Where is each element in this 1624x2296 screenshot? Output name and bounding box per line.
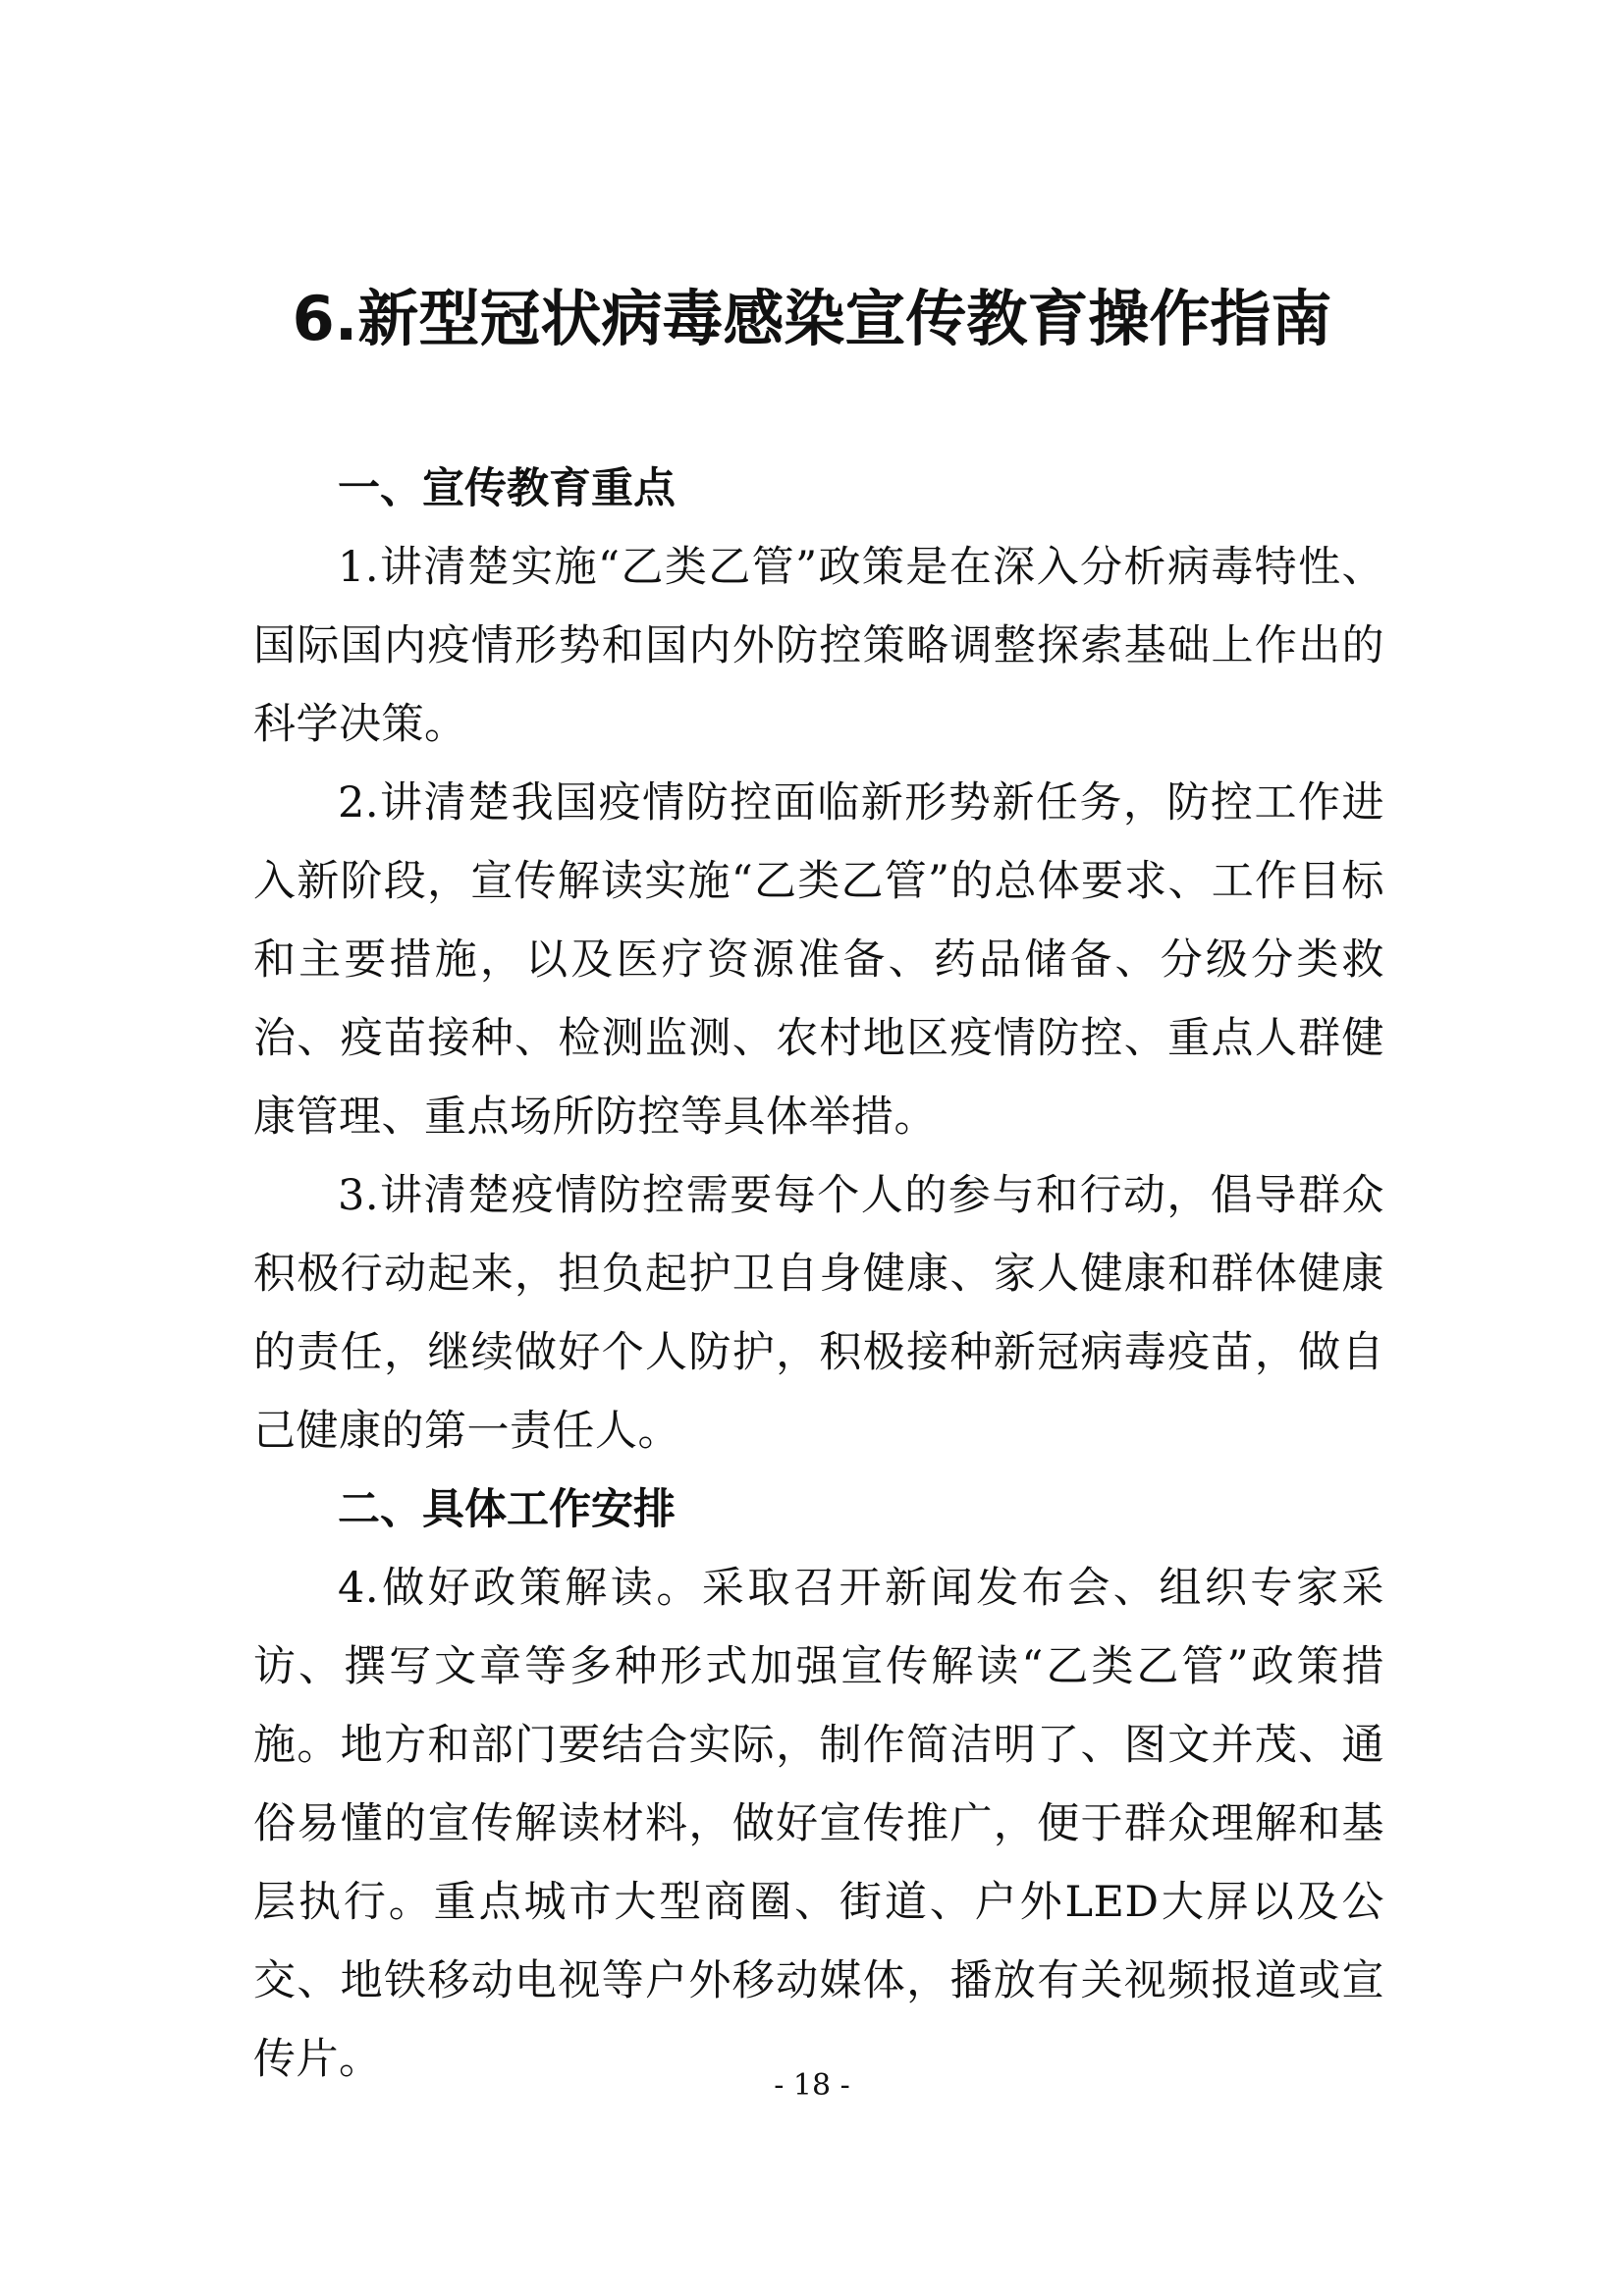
section-2: [253, 1470, 1384, 2099]
document-body: [253, 450, 1384, 2099]
section-heading: 一、宣传教育重点: [338, 464, 676, 513]
paragraph-4: 4.做好政策解读。采取召开新闻发布会、组织专家采访、撰写文章等多种形式加强宣传解读“乙类乙管”政策措施。地方和部门要结合实际，制作简洁明了、图文并茂、通俗易懂的宣传解读材料，做好宣传推广，便于群众理解和基层执行。重点城市大型商圈、街道、户外LED大屏以及公交、地铁移动电视等户外移动媒体，播放有关视频报道或宣传片。: [253, 1564, 1384, 2084]
section-1: [253, 450, 1384, 1470]
paragraph-3: 3.讲清楚疫情防控需要每个人的参与和行动，倡导群众积极行动起来，担负起护卫自身健康、家人健康和群体健康的责任，继续做好个人防护，积极接种新冠病毒疫苗，做自己健康的第一责任人。: [253, 1171, 1384, 1456]
paragraph-1: 1.讲清楚实施“乙类乙管”政策是在深入分析病毒特性、国际国内疫情形势和国内外防控策略调整探索基础上作出的科学决策。: [253, 543, 1384, 749]
paragraph-2: 2.讲清楚我国疫情防控面临新形势新任务，防控工作进入新阶段，宣传解读实施“乙类乙管”的总体要求、工作目标和主要措施，以及医疗资源准备、药品储备、分级分类救治、疫苗接种、检测监测、农村地区疫情防控、重点人群健康管理、重点场所防控等具体举措。: [253, 778, 1384, 1142]
section-heading: 二、具体工作安排: [338, 1485, 676, 1534]
document-title: 6.新型冠状病毒感染宣传教育操作指南: [292, 283, 1332, 354]
page-number: - 18 -: [774, 2068, 850, 2103]
